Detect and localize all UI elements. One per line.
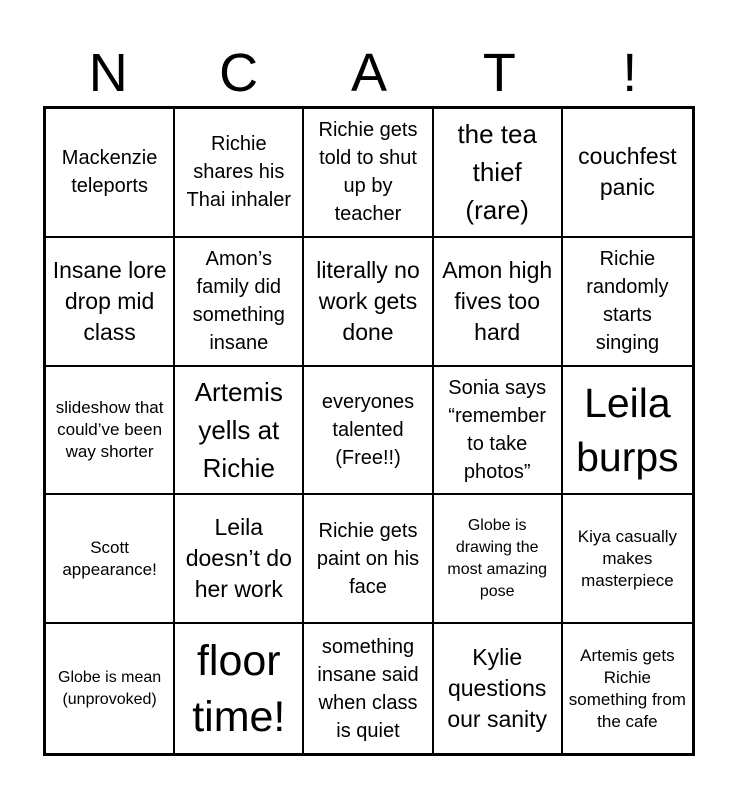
cell-text: Sonia says “remember to take photos” [448,376,547,483]
bingo-cell[interactable] [434,624,563,753]
bingo-cell[interactable] [175,367,304,496]
cell-text: Amon’s family did something insane [192,248,285,355]
cell-text: the tea thief (rare) [457,119,537,226]
cell-text: Insane lore drop mid class [52,256,167,345]
bingo-cell[interactable] [46,624,175,753]
cell-text: Globe is drawing the most amazing pose [447,516,547,600]
cell-text: floor time! [192,636,286,741]
cell-text: literally no work gets done [316,256,420,345]
bingo-cell[interactable] [304,367,433,496]
cell-text: Artemis yells at Richie [194,376,283,483]
header-letter-a: A [350,43,387,103]
bingo-cell[interactable] [175,495,304,624]
cell-text: everyones talented (Free!!) [321,390,415,469]
bingo-cell[interactable] [563,624,692,753]
cell-text: Kiya casually makes masterpiece [577,526,677,590]
cell-text: Richie shares his Thai inhaler [186,133,292,212]
cell-text: Mackenzie teleports [61,147,158,198]
bingo-cell[interactable] [46,367,175,496]
bingo-cell[interactable] [563,109,692,238]
cell-text: something insane said when class is quiet [317,635,419,742]
cell-text: Amon high fives too hard [442,256,553,345]
bingo-cell[interactable] [304,109,433,238]
bingo-cell[interactable] [175,624,304,753]
cell-text: couchfest panic [578,143,677,201]
cell-text: Kylie questions our sanity [447,644,548,733]
bingo-cell[interactable] [175,238,304,367]
bingo-cell[interactable] [563,495,692,624]
bingo-cell[interactable] [304,624,433,753]
bingo-board [43,106,695,756]
bingo-cell[interactable] [563,238,692,367]
cell-text: Richie gets paint on his face [316,519,420,598]
bingo-cell[interactable] [434,367,563,496]
cell-text: Richie randomly starts singing [586,248,669,355]
bingo-cell[interactable] [46,109,175,238]
bingo-cell[interactable] [434,238,563,367]
cell-text: Scott appearance! [62,537,157,579]
bingo-cell[interactable] [434,495,563,624]
bingo-cell[interactable] [304,495,433,624]
cell-text: Leila doesn’t do her work [185,514,292,603]
bingo-cell[interactable] [46,238,175,367]
bingo-cell[interactable] [46,495,175,624]
bingo-header [43,40,695,106]
bingo-cell[interactable] [563,367,692,496]
bingo-cell[interactable] [304,238,433,367]
bingo-cell[interactable] [175,109,304,238]
cell-text: Richie gets told to shut up by teacher [318,119,418,226]
header-letter-c: C [219,43,259,103]
cell-text: Globe is mean (unprovoked) [58,668,162,708]
cell-text: Leila burps [576,379,679,480]
header-letter-t: T [482,43,516,103]
header-letter-n: N [88,43,128,103]
cell-text: slideshow that could’ve been way shorter [55,397,164,461]
cell-text: Artemis gets Richie something from the cafe [568,645,686,731]
bingo-cell[interactable] [434,109,563,238]
header-letter-exclamation: ! [622,43,638,103]
